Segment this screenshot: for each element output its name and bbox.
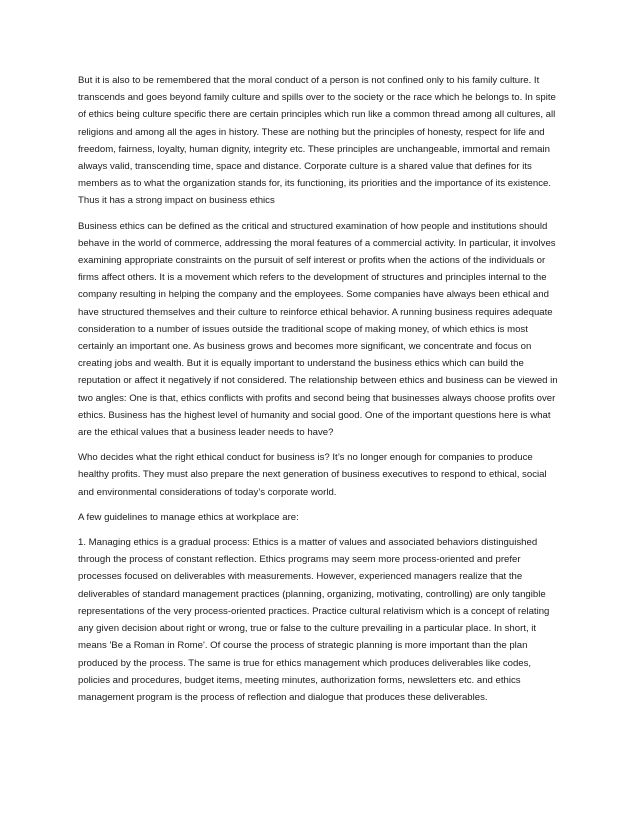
paragraph-guidelines-intro: A few guidelines to manage ethics at workplace are: [78,511,299,523]
paragraph-business-ethics-definition: Business ethics can be defined as the critical and structured examination of how people and institutions should behave in the world of commerce, addressing the moral features of a commercial activity. In particular, it involves examining appropriate constraints on the pursuit of self interest or profits when the actions of the individuals or firms affect others. It is a movement which refers to the development of structures and principles internal to the company resulting in helping the company and the employees. Some companies have always been ethical and have structured themselves and their culture to reinforce ethical behavior. A running business requires adequate consideration to a number of issues outside the traditional scope of making money, of which ethics is most certainly an important one. As business grows and becomes more significant, we concentrate and focus on creating jobs and wealth. But it is equally important to understand the business ethics which can build the reputation or affect it negatively if not considered. The relationship between ethics and business can be viewed in two angles: One is that, ethics conflicts with profits and second being that businesses always choose profits over ethics. Business has the highest level of humanity and social good. One of the important questions here is what are the ethical values that a business leader needs to have? [78,220,558,439]
document-body [78,72,564,714]
paragraph-guideline-1: 1. Managing ethics is a gradual process: Ethics is a matter of values and associated behaviors distinguished through the process of constant reflection. Ethics programs may seem more process-oriented and prefer processes focused on deliverables with measurements. However, experienced managers realize that the deliverables of standard management practices (planning, organizing, motivating, controlling) are only tangible representations of the very process-oriented practices. Practice cultural relativism which is a concept of relating any given decision about right or wrong, true or false to the culture prevailing in a particular place. In short, it means 'Be a Roman in Rome'. Of course the process of strategic planning is more important than the plan produced by the process. The same is true for ethics management which produces deliverables like codes, policies and procedures, budget items, meeting minutes, authorization forms, newsletters etc. and ethics management program is the process of reflection and dialogue that produces these deliverables. [78,537,550,703]
paragraph-corporate-culture: But it is also to be remembered that the moral conduct of a person is not confined only to his family culture. It transcends and goes beyond family culture and spills over to the society or the race which he belongs to. In spite of ethics being culture specific there are certain principles which run like a common thread among all cultures, all religions and among all the ages in history. These are nothing but the principles of honesty, respect for life and freedom, fairness, loyalty, human dignity, integrity etc. These principles are unchangeable, immortal and remain always valid, transcending time, space and distance. Corporate culture is a shared value that defines for its members as to what the organization stands for, its functioning, its priorities and the importance of its existence. Thus it has a strong impact on business ethics [78,75,556,207]
paragraph-who-decides: Who decides what the right ethical conduct for business is? It’s no longer enough for companies to produce healthy profits. They must also prepare the next generation of business executives to respond to ethical, social and environmental considerations of today’s corporate world. [78,452,547,498]
